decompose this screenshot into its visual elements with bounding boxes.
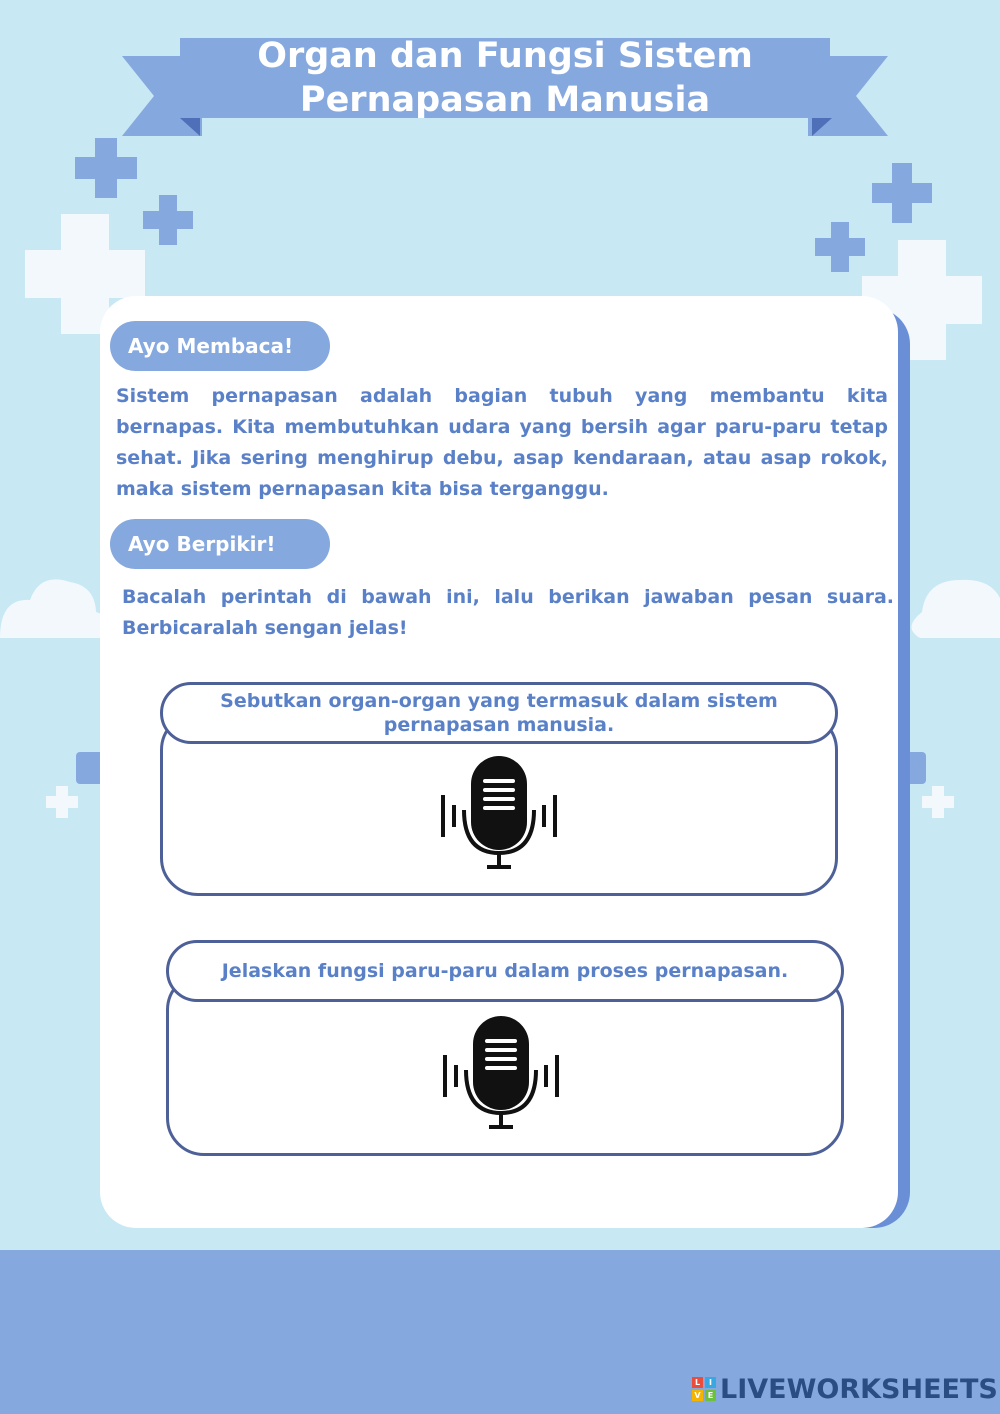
plus-decoration-icon <box>872 163 932 223</box>
plus-decoration-icon <box>75 138 137 198</box>
liveworksheets-logo <box>692 1372 998 1406</box>
logo-text: LIVEWORKSHEETS <box>720 1373 998 1405</box>
reading-label: Ayo Membaca! <box>110 321 330 371</box>
question-box-2 <box>166 940 844 1002</box>
page-title <box>257 34 753 122</box>
question-box-1 <box>160 682 838 744</box>
plus-decoration-icon <box>815 222 865 272</box>
plus-decoration-icon <box>922 786 954 818</box>
logo-letter: L <box>692 1377 703 1388</box>
cloud-icon <box>900 568 1000 648</box>
page-title-line2: Pernapasan Manusia <box>299 80 711 120</box>
question-text-1: Sebutkan organ-organ yang termasuk dalam sistem pernapasan manusia. <box>220 690 778 736</box>
reading-text: Sistem pernapasan adalah bagian tubuh yang membantu kita bernapas. Kita membutuhkan udara yang bersih agar paru-paru tetap sehat. Jika sering menghirup debu, asap kendaraan, atau asap rokok, maka sistem pernapasan kita bisa terganggu. <box>116 385 888 500</box>
plus-decoration-icon <box>143 195 193 245</box>
logo-squares <box>692 1377 716 1401</box>
logo-letter: V <box>692 1390 703 1401</box>
microphone-icon[interactable] <box>442 1015 560 1133</box>
plus-decoration-icon <box>46 786 78 818</box>
thinking-label: Ayo Berpikir! <box>110 519 330 569</box>
logo-letter: I <box>705 1377 716 1388</box>
microphone-icon[interactable] <box>440 755 558 873</box>
question-text-2: Jelaskan fungsi paru-paru dalam proses pernapasan. <box>221 960 789 982</box>
cloud-icon <box>0 568 110 648</box>
logo-letter: E <box>705 1390 716 1401</box>
page-title-line1: Organ dan Fungsi Sistem <box>257 36 753 76</box>
thinking-text: Bacalah perintah di bawah ini, lalu berikan jawaban pesan suara. Berbicaralah sengan jelas! <box>122 586 894 639</box>
title-ribbon <box>180 38 830 118</box>
